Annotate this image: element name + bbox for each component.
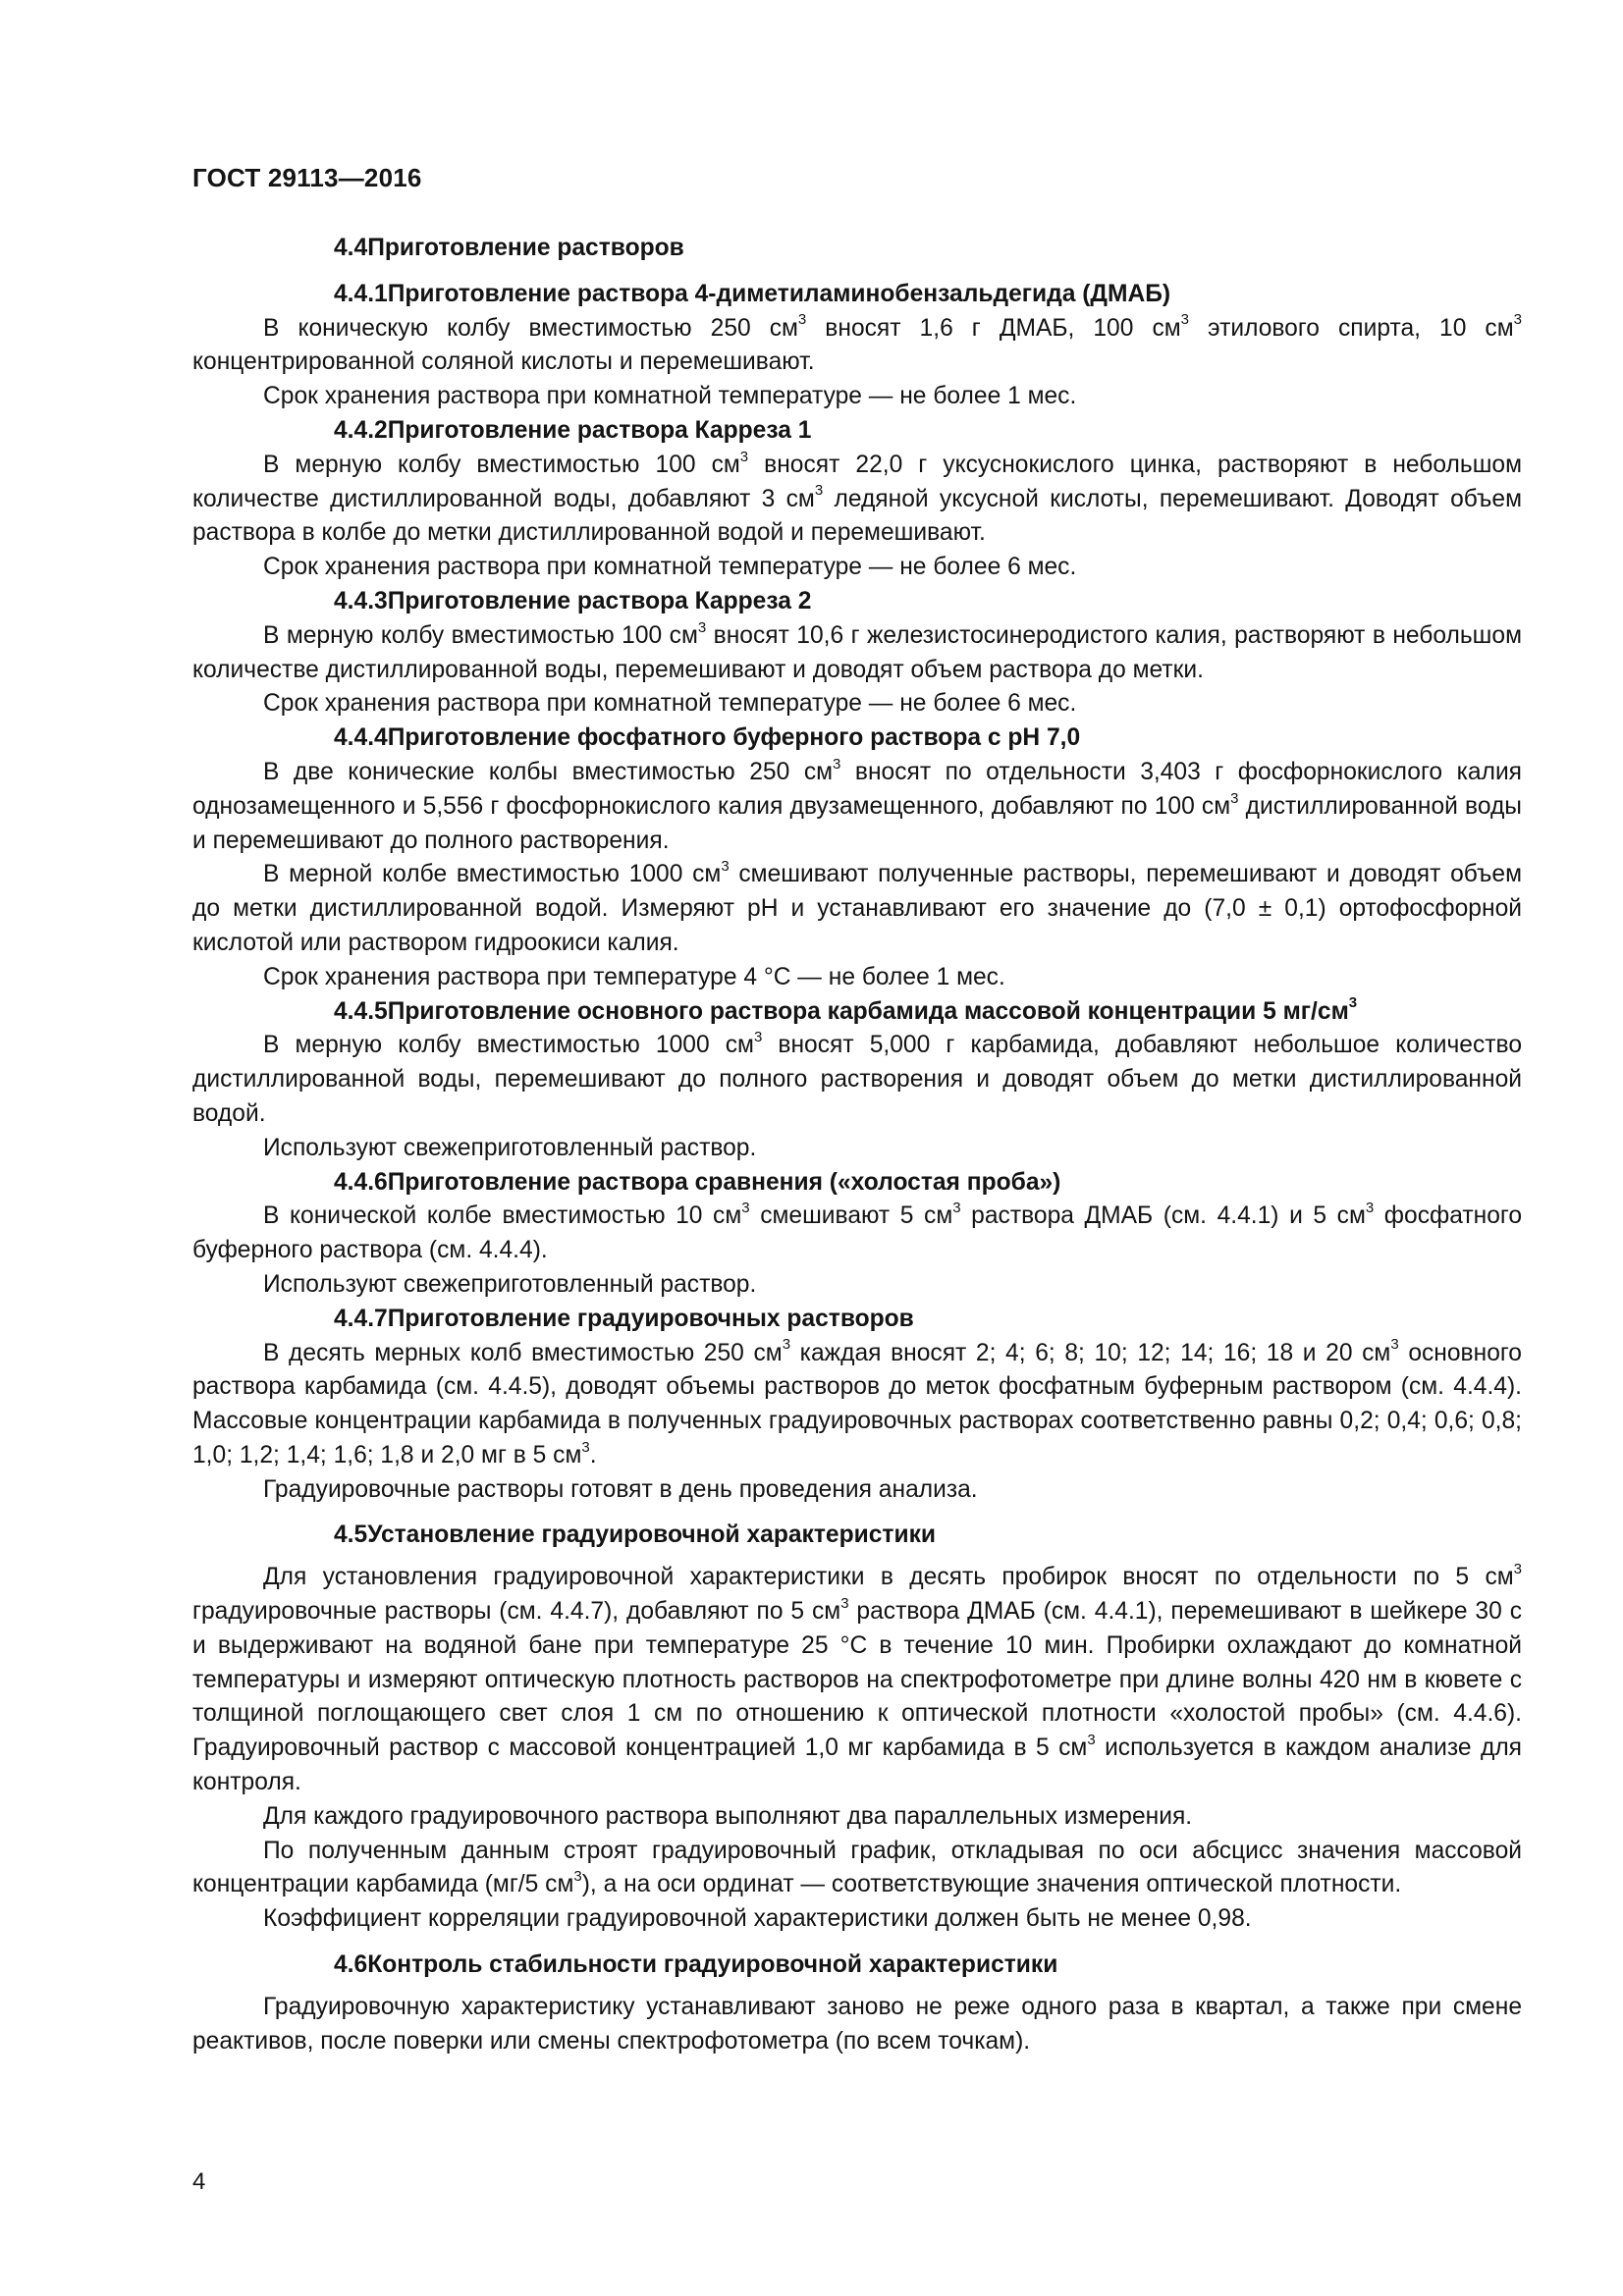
section-heading-4-5: 4.5Установление градуировочной характеристики [334, 1522, 936, 1549]
paragraph: Градуировочную характеристику устанавливают заново не реже одного раза в квартал, а также при смене реактивов, после поверки или смены спектрофотометра (по всем точкам). [192, 1993, 1522, 2055]
paragraph: В десять мерных колб вместимостью 250 $см^3$ каждая вносят 2; 4; 6; 8; 10; 12; 14; 16; 18 и 20 $см^3$ основного раствора карбамида (см. 4.4.5), доводят объемы растворов до меток фосфатным буферным раствором (см. 4.4.4). Массовые концентрации карбамида в полученных градуировочных растворах соответственно равны 0,2; 0,4; 0,6; 0,8; 1,0; 1,2; 1,4; 1,6; 1,8 и 2,0 мг в 5 $см^3$. [192, 1336, 1522, 1468]
paragraph: В конической колбе вместимостью 10 $см^3$ смешивают 5 $см^3$ раствора ДМАБ (см. 4.4.1) и 5 $см^3$ фосфатного буферного раствора (см. 4.4.4). [192, 1200, 1523, 1264]
paragraph: Для каждого градуировочного раствора выполняют два параллельных измерения. [263, 1802, 1193, 1830]
subsection-heading-4-4-3: 4.4.3Приготовление раствора Карреза 2 [334, 587, 812, 614]
subsection-heading-4-4-2: 4.4.2Приготовление раствора Карреза 1 [334, 416, 812, 444]
paragraph: Коэффициент корреляции градуировочной характеристики должен быть не менее 0,98. [263, 1905, 1252, 1933]
paragraph: В мерную колбу вместимостью 100 $см^3$ вносят 22,0 г уксуснокислого цинка, растворяют в небольшом количестве дистиллированной воды, добавляют 3 $см^3$ ледяной уксусной кислоты, перемешивают. Доводят объем раствора в колбе до метки дистиллированной водой и перемешивают. [192, 448, 1523, 547]
paragraph: В мерную колбу вместимостью 100 $см^3$ вносят 10,6 г железистосинеродистого калия, растворяют в небольшом количестве дистиллированной воды, перемешивают и доводят объем раствора до метки. [192, 618, 1523, 683]
paragraph: Срок хранения раствора при комнатной температуре — не более 6 мес. [263, 690, 1077, 718]
paragraph: Срок хранения раствора при комнатной температуре — не более 1 мес. [263, 383, 1077, 410]
paragraph: В две конические колбы вместимостью 250 $см^3$ вносят по отдельности 3,403 г фосфорнокислого калия однозамещенного и 5,556 г фосфорнокислого калия двузамещенного, добавляют по 100 $см^3$ дистиллированной воды и перемешивают до полного растворения. [192, 755, 1522, 854]
section-heading-4-6: 4.6Контроль стабильности градуировочной характеристики [334, 1951, 1058, 1979]
subsection-heading-4-4-4: 4.4.4Приготовление фосфатного буферного раствора с pH 7,0 [334, 724, 1081, 752]
paragraph: Используют свежеприготовленный раствор. [263, 1134, 757, 1161]
page-number: 4 [192, 2168, 206, 2195]
paragraph: По полученным данным строят градуировочный график, откладывая по оси абсцисс значения массовой концентрации карбамида (мг/5 $см^3$), а на оси ординат — соответствующие значения оптической плотности. [192, 1837, 1522, 1898]
subsection-heading-4-4-1: 4.4.1Приготовление раствора 4-диметиламинобензальдегида (ДМАБ) [334, 280, 1171, 307]
subsection-heading-4-4-6: 4.4.6Приготовление раствора сравнения («холостая проба») [334, 1168, 1061, 1196]
paragraph: Срок хранения раствора при комнатной температуре — не более 6 мес. [263, 554, 1077, 581]
paragraph: Используют свежеприготовленный раствор. [263, 1270, 757, 1298]
paragraph: В мерной колбе вместимостью 1000 $см^3$ смешивают полученные растворы, перемешивают и доводят объем до метки дистиллированной водой. Измеряют pH и устанавливают его значение до (7,0 ± 0,1) ортофосфорной кислотой или раствором гидроокиси калия. [192, 858, 1522, 956]
paragraph: Срок хранения раствора при температуре 4 °С — не более 1 мес. [263, 963, 1005, 990]
section-heading-4-4: 4.4Приготовление растворов [334, 235, 684, 261]
document-body [192, 232, 1522, 2058]
subsection-heading-4-4-5: 4.4.5Приготовление основного раствора карбамида массовой концентрации 5 $мг/см^3$ [334, 994, 1358, 1025]
paragraph: В коническую колбу вместимостью 250 $см^3$ вносят 1,6 г ДМАБ, 100 $см^3$ этилового спирта, 10 $см^3$ концентрированной соляной кислоты и перемешивают. [192, 311, 1522, 376]
paragraph: В мерную колбу вместимостью 1000 $см^3$ вносят 5,000 г карбамида, добавляют небольшое количество дистиллированной воды, перемешивают до полного растворения и доводят объем до метки дистиллированной водой. [192, 1029, 1522, 1127]
paragraph: Градуировочные растворы готовят в день проведения анализа. [263, 1475, 978, 1503]
subsection-heading-4-4-7: 4.4.7Приготовление градуировочных растворов [334, 1305, 914, 1332]
standard-designation: ГОСТ 29113—2016 [192, 163, 422, 192]
paragraph: Для установления градуировочной характеристики в десять пробирок вносят по отдельности по 5 $см^3$ градуировочные растворы (см. 4.4.7), добавляют по 5 $см^3$ раствора ДМАБ (см. 4.4.1), перемешивают в шейкере 30 с и выдерживают на водяной бане при температуре 25 °С в течение 10 мин. Пробирки охлаждают до комнатной температуры и измеряют оптическую плотность растворов на спектрофотометре при длине волны 420 нм в кювете с толщиной поглощающего свет слоя 1 см по отношению к оптической плотности «холостой пробы» (см. 4.4.6). Градуировочный раствор с массовой концентрацией 1,0 мг карбамида в 5 $см^3$ используется в каждом анализе для контроля. [192, 1561, 1522, 1796]
